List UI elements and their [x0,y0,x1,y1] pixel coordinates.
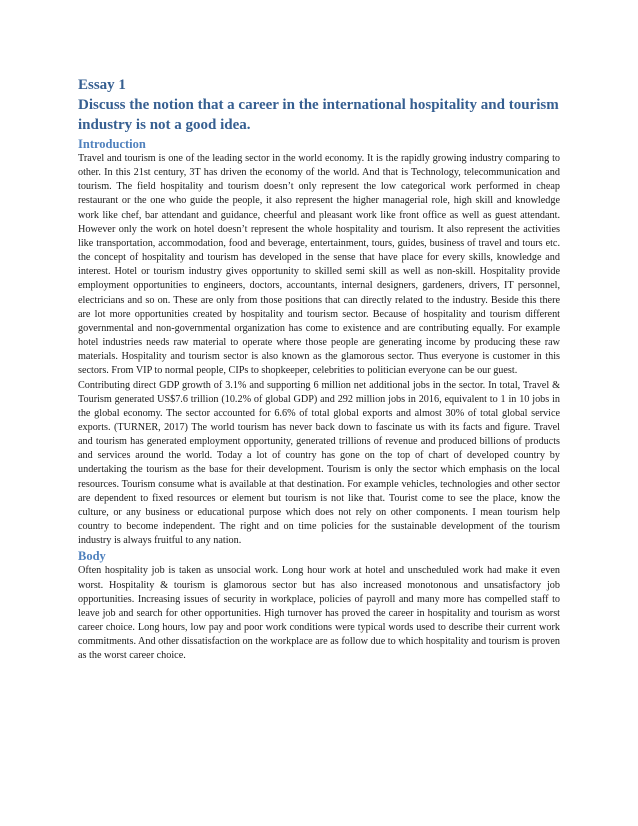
introduction-section [78,136,560,548]
introduction-heading: Introduction [78,137,146,151]
introduction-paragraph-1: Travel and tourism is one of the leading sector in the world economy. It is the rapidly growing industry comparing to other. In this 21st century, 3T has driven the economy of the world. And that is Technology, telecommunication and tourism. The field hospitality and tourism doesn’t only represent the low categorical work performed in cheap restaurant or the one who guide the people, it also represent the higher managerial role, high skill and knowledge work like chef, bar attendant and guidance, cheerful and pleasant work like front office as well as guest attendant. However only the work on hotel doesn’t represent the whole hospitality and tourism. It also represent the activities like transportation, accommodation, food and beverage, entertainment, tours, guides, business of travel and tours etc. the concept of hospitality and tourism has developed in the sense that have place for every skills, knowledge and interest. Hotel or tourism industry gives opportunity to skilled semi skill as well as non-skill. Hospitality provide employment opportunities to engineers, doctors, accountants, internal designers, gardeners, drivers, IT personnel, electricians and so on. These are only from those positions that can directly related to the industry. Beside this there are lot more opportunities created by hospitality and tourism sector. Because of hospitality and tourism different governmental and non-governmental organization has come to existence and are contributing equally. For example hotel industries needs raw material to operate where those people are generating income by producing these raw materials. Hospitality and tourism sector is also known as the glamorous sector. Thus everyone is customer in this sectors. From VIP to normal people, CIPs to shopkeeper, celebrities to politician everyone can be our guest. [78,153,560,377]
essay-label: Essay 1 [78,77,126,93]
body-section [78,548,560,663]
body-heading: Body [78,549,106,564]
introduction-paragraph-2: Contributing direct GDP growth of 3.1% and supporting 6 million net additional jobs in the sector. In total, Travel & Tourism generated US$7.6 trillion (10.2% of global GDP) and 292 million jobs in 2016, equivalent to 1 in 10 jobs in the global economy. The sector accounted for 6.6% of total global exports and almost 30% of total global service exports. (TURNER, 2017) The world tourism has never back down to fascinate us with its facts and figure. Travel and tourism has generated employment opportunity, generated trillions of revenue and produced billions of products and services around the world. Today a lot of country has gone on the top of chart of developed country by undertaking the tourism as the base for their development. Tourism is only the sector which emphasis on the local resources. Tourism consume what is available at that destination. For example vehicles, technologies and other sector are dependent to fixed resources or element but tourism is not like that. Tourist come to see the place, know the culture, or any business or educational purpose which does not rely on other components. I mean tourism help country to become independent. The right and on time policies for the sustainable development of the tourism industry is always fruitful to any nation. [78,379,560,547]
body-paragraph-1: Often hospitality job is taken as unsocial work. Long hour work at hotel and unscheduled work had make it even worst. Hospitality & tourism is glamorous sector but has also increased monotonous and unsatisfactory job opportunities. Increasing issues of security in workplace, policies of payroll and many more has compelled staff to leave job and search for other opportunities. High turnover has proved the career in hospitality and tourism as worst career choice. Long hours, low pay and poor work conditions were typical words used to describe their current work commitments. And other dissatisfaction on the workplace are as follow due to which hospitality and tourism is proven as the worst career choice. [78,565,560,662]
essay-title: Discuss the notion that a career in the international hospitality and tourism industry is not a good idea. [78,97,559,133]
